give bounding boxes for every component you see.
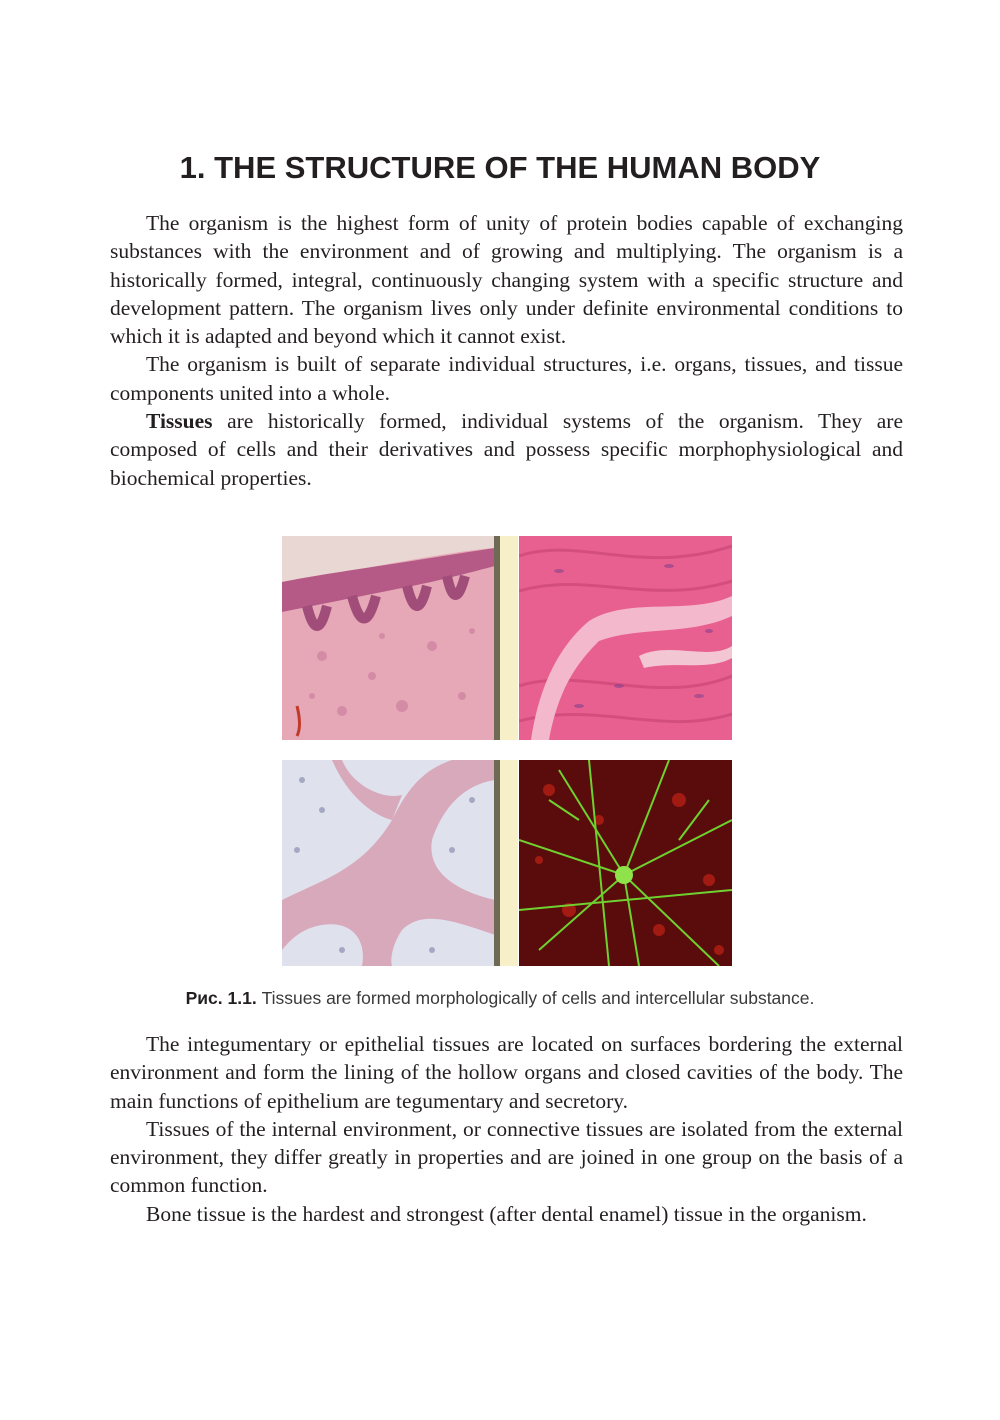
epithelial-tissue-micrograph [282, 536, 495, 740]
paragraph: Tissues of the internal environment, or connective tissues are isolated from the external environment, they differ greatly in properties and are joined in one group on the basis of a common function. [110, 1116, 903, 1198]
nerve-tissue-micrograph [519, 760, 732, 966]
body-text [110, 1030, 903, 1228]
paragraph-text: are historically formed, individual systems of the organism. They are composed of cells and their derivatives and possess specific morphophysiological and biochemical properties. [110, 409, 903, 490]
caption-label: Рис. 1.1. [185, 988, 257, 1008]
intro-text [110, 209, 903, 492]
caption-text: Tissues are formed morphologically of cells and intercellular substance. [256, 988, 815, 1008]
page-title: 1. THE STRUCTURE OF THE HUMAN BODY [179, 150, 821, 185]
bone-tissue-micrograph [282, 760, 495, 966]
muscle-tissue-micrograph [519, 536, 732, 740]
paragraph [110, 407, 903, 492]
figure-divider [494, 760, 518, 966]
paragraph: The organism is the highest form of unity of protein bodies capable of exchanging substances with the environment and of growing and multiplying. The organism is a historically formed, integral, continuously changing system with a specific structure and development pattern. The organism lives only under definite environmental conditions to which it is adapted and beyond which it cannot exist. [110, 211, 903, 349]
tissue-figure [282, 536, 732, 966]
figure-caption [0, 988, 1000, 1009]
paragraph: Bone tissue is the hardest and strongest (after dental enamel) tissue in the organism. [146, 1201, 867, 1226]
term-tissues: Tissues [146, 409, 213, 434]
paragraph: The organism is built of separate individual structures, i.e. organs, tissues, and tissue components united into a whole. [110, 352, 903, 405]
figure-divider [494, 536, 518, 740]
paragraph: The integumentary or epithelial tissues are located on surfaces bordering the external environment and form the lining of the hollow organs and closed cavities of the body. The main functions of epithelium are tegumentary and secretory. [110, 1032, 903, 1113]
